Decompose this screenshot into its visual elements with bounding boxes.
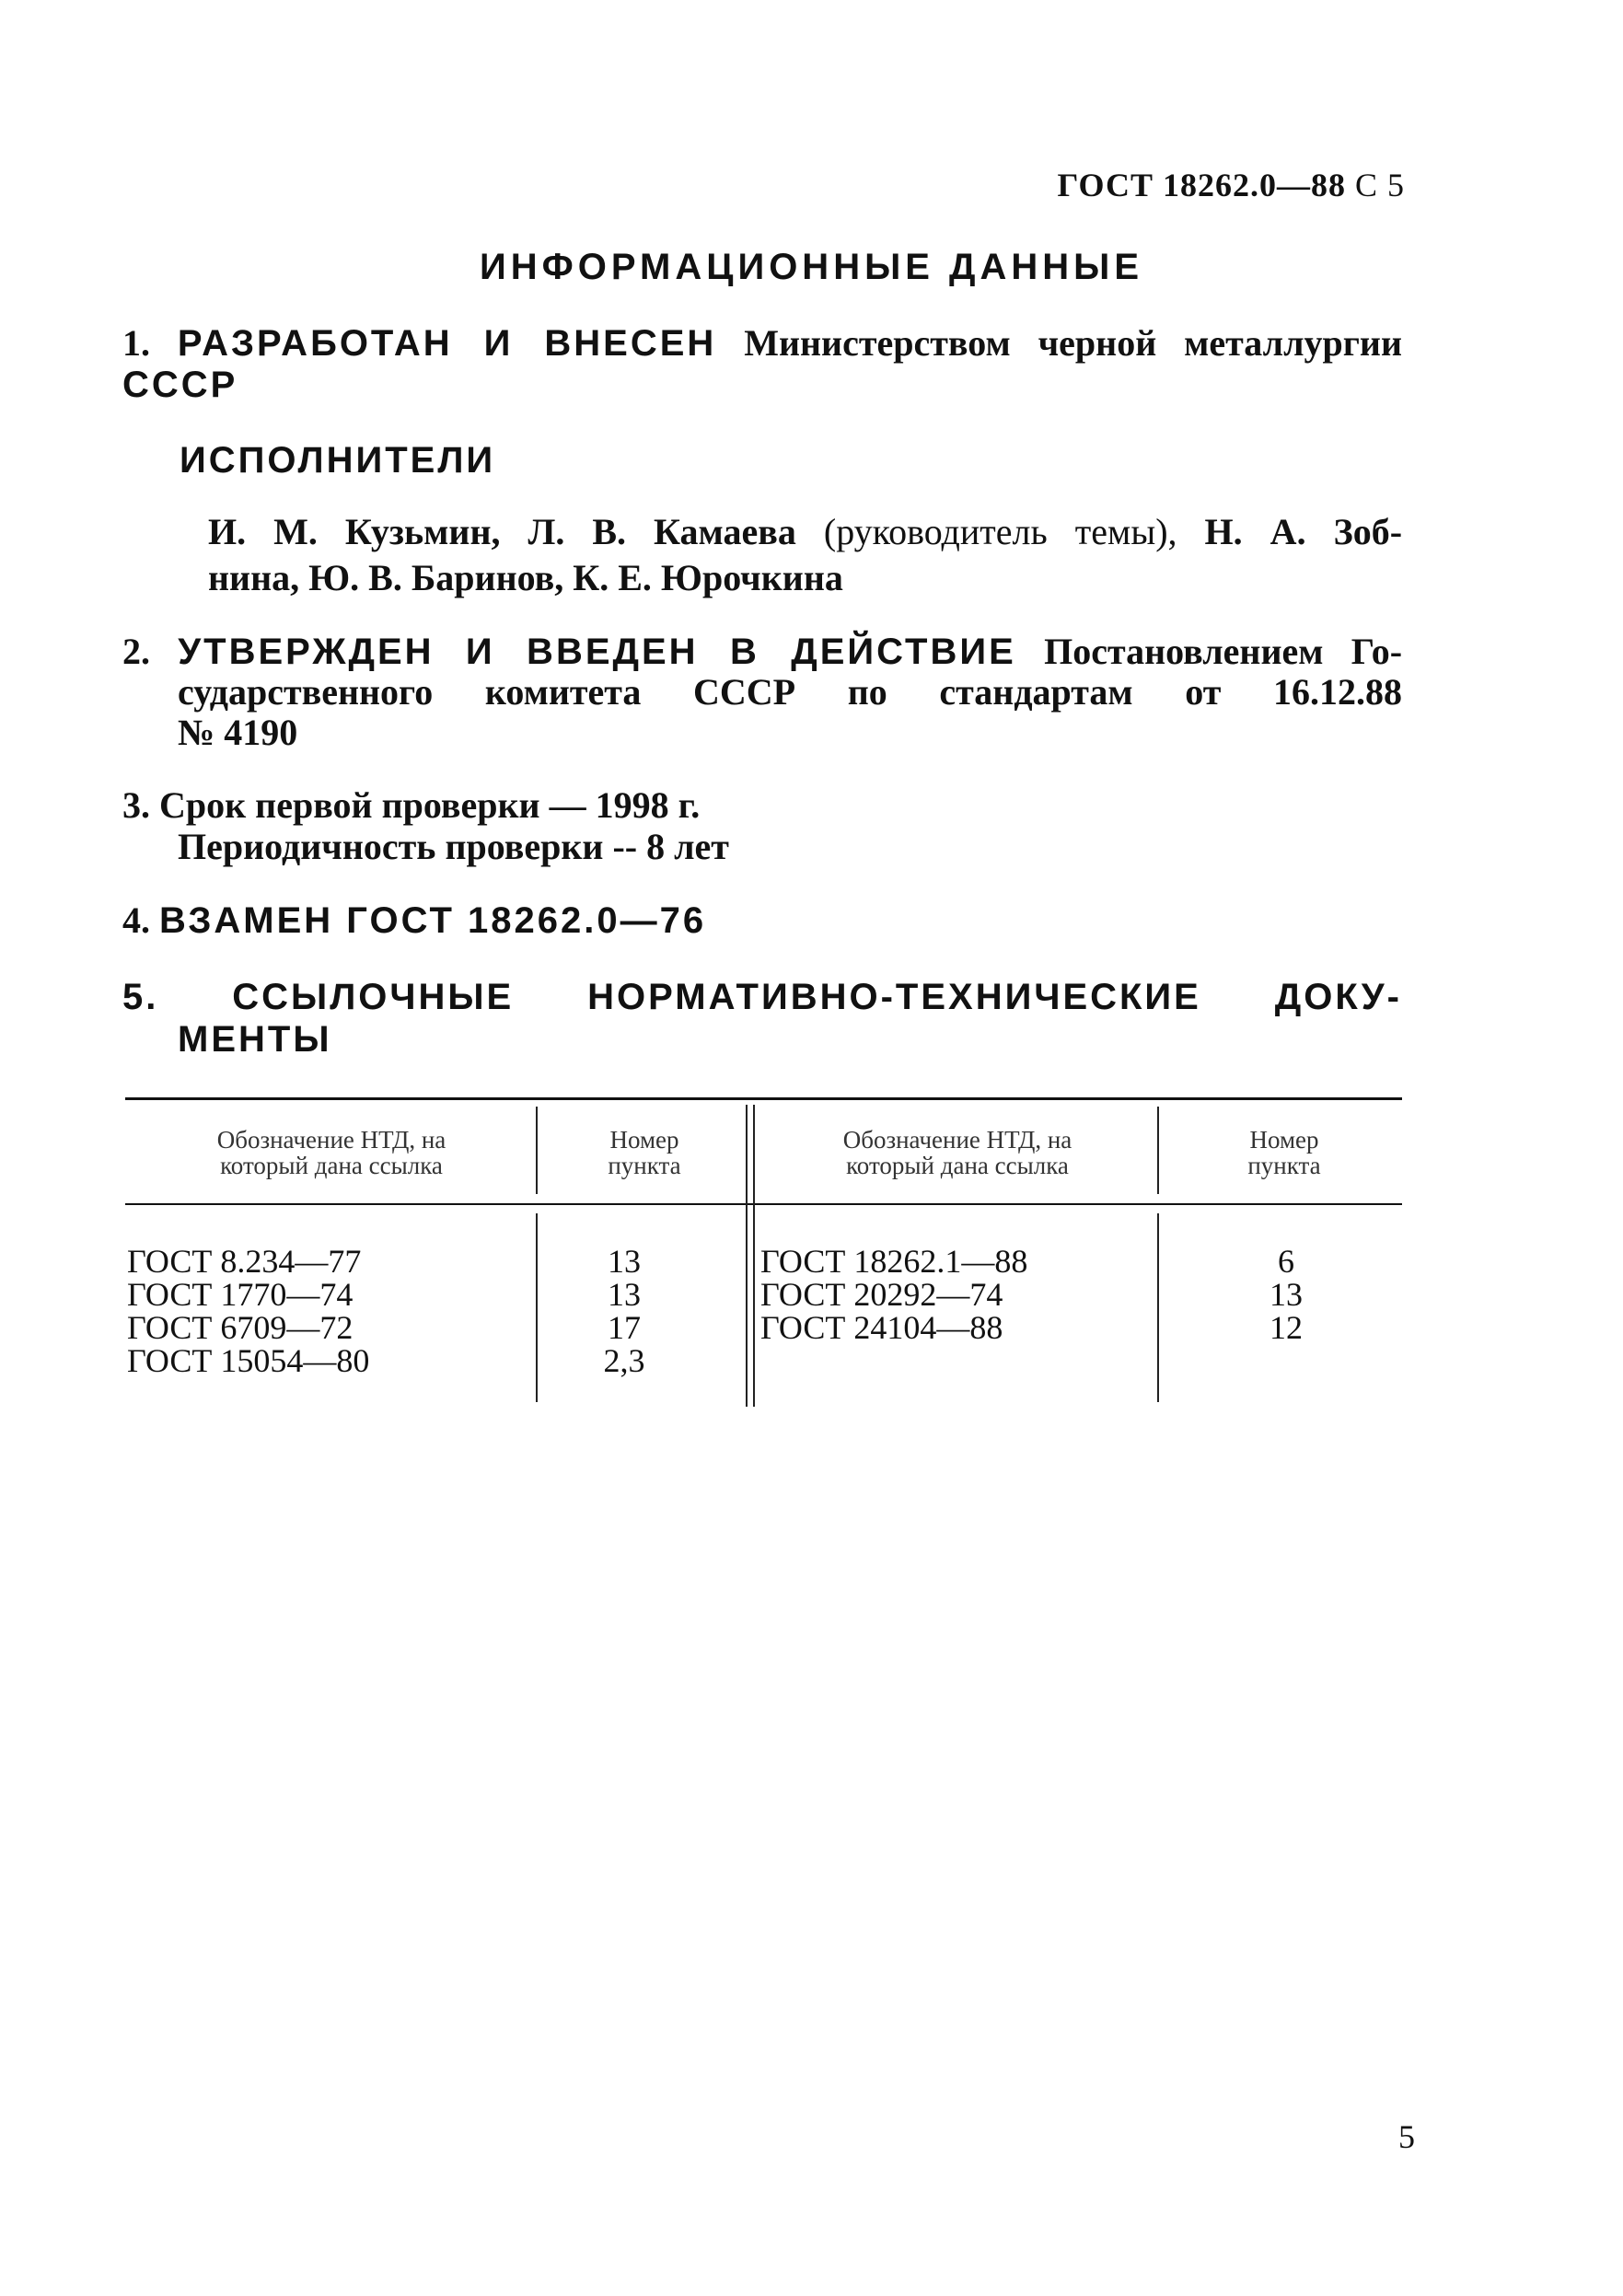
section-2-heading: УТВЕРЖДЕН И ВВЕДЕН В ДЕЙСТВИЕ — [178, 632, 1016, 672]
section-5-line2: МЕНТЫ — [178, 1019, 332, 1060]
header-text: который дана ссылка — [846, 1152, 1069, 1179]
header-item-right — [1169, 1127, 1399, 1178]
table-vline — [1157, 1213, 1159, 1402]
section-3-line1: 3. Срок первой проверки — 1998 г. — [122, 784, 701, 826]
table-header-rule — [125, 1203, 1402, 1205]
section-2-text: Постановлением Го- — [1044, 631, 1403, 672]
ref-right-item: 13 — [1269, 1276, 1303, 1313]
section-3 — [122, 784, 1402, 867]
header-text: Номер — [609, 1126, 679, 1154]
section-2-text-line3: № 4190 — [178, 712, 298, 753]
executors-list — [208, 509, 1402, 601]
header-designation-left — [138, 1127, 525, 1178]
section-5 — [122, 976, 1402, 1061]
ref-left-item: 2,3 — [603, 1342, 645, 1379]
table-vline — [753, 1105, 755, 1407]
header-text: пункта — [1247, 1152, 1321, 1179]
executors-line2: нина, Ю. В. Баринов, К. Е. Юрочкина — [208, 557, 843, 598]
footer-page-number: 5 — [1398, 2118, 1415, 2155]
header-text: Обозначение НТД, на — [216, 1126, 446, 1154]
table-vline — [536, 1213, 538, 1402]
document-title: ИНФОРМАЦИОННЫЕ ДАННЫЕ — [479, 247, 1144, 287]
ref-left-doc: ГОСТ 6709—72 — [127, 1309, 354, 1346]
page-header — [1058, 166, 1405, 204]
standard-designation: ГОСТ 18262.0—88 — [1057, 167, 1346, 203]
section-1 — [122, 322, 1402, 406]
header-designation-right — [764, 1127, 1151, 1178]
section-1-text: Министерством черной металлургии — [744, 322, 1403, 364]
header-text: Обозначение НТД, на — [842, 1126, 1072, 1154]
ref-right-item: 12 — [1269, 1309, 1303, 1346]
executors-role: (руководитель темы), — [823, 511, 1177, 552]
executors-part2: Н. А. Зоб- — [1204, 511, 1403, 552]
ref-left-item: 17 — [608, 1309, 641, 1346]
ref-left-item: 13 — [608, 1243, 641, 1280]
ref-left-doc: ГОСТ 15054—80 — [127, 1342, 370, 1379]
ref-right-doc: ГОСТ 24104—88 — [760, 1309, 1003, 1346]
table-vline — [1157, 1107, 1159, 1194]
executors-heading: ИСПОЛНИТЕЛИ — [180, 440, 496, 481]
section-1-number: 1. — [122, 322, 150, 364]
ref-left-doc: ГОСТ 1770—74 — [127, 1276, 354, 1313]
header-text: Номер — [1249, 1126, 1319, 1154]
header-item-left — [552, 1127, 736, 1178]
executors-part1: И. М. Кузьмин, Л. В. Камаева — [208, 511, 796, 552]
ref-left-item: 13 — [608, 1276, 641, 1313]
section-4-heading: ВЗАМЕН ГОСТ 18262.0—76 — [159, 900, 707, 941]
table-vline — [746, 1105, 748, 1407]
table-vline — [536, 1107, 538, 1194]
header-text: пункта — [608, 1152, 681, 1179]
section-4 — [122, 899, 1402, 942]
ref-right-doc: ГОСТ 18262.1—88 — [760, 1243, 1028, 1280]
table-top-rule — [125, 1097, 1402, 1100]
section-1-text-cont: СССР — [122, 365, 238, 405]
section-2-number: 2. — [122, 631, 150, 672]
ref-left-doc: ГОСТ 8.234—77 — [127, 1243, 362, 1280]
ref-right-item: 6 — [1278, 1243, 1294, 1280]
header-text: который дана ссылка — [220, 1152, 443, 1179]
section-3-line2: Периодичность проверки -- 8 лет — [178, 826, 729, 867]
section-4-number: 4. — [122, 899, 150, 941]
page-letter: С — [1354, 167, 1378, 203]
section-5-line1: 5. ССЫЛОЧНЫЕ НОРМАТИВНО-ТЕХНИЧЕСКИЕ ДОКУ- — [122, 977, 1402, 1017]
section-2 — [122, 632, 1402, 753]
ref-right-doc: ГОСТ 20292—74 — [760, 1276, 1003, 1313]
section-2-text-line2: сударственного комитета СССР по стандартам от 16.12.88 — [178, 671, 1402, 713]
section-1-heading: РАЗРАБОТАН И ВНЕСЕН — [177, 323, 717, 364]
header-page-number: 5 — [1387, 167, 1405, 203]
